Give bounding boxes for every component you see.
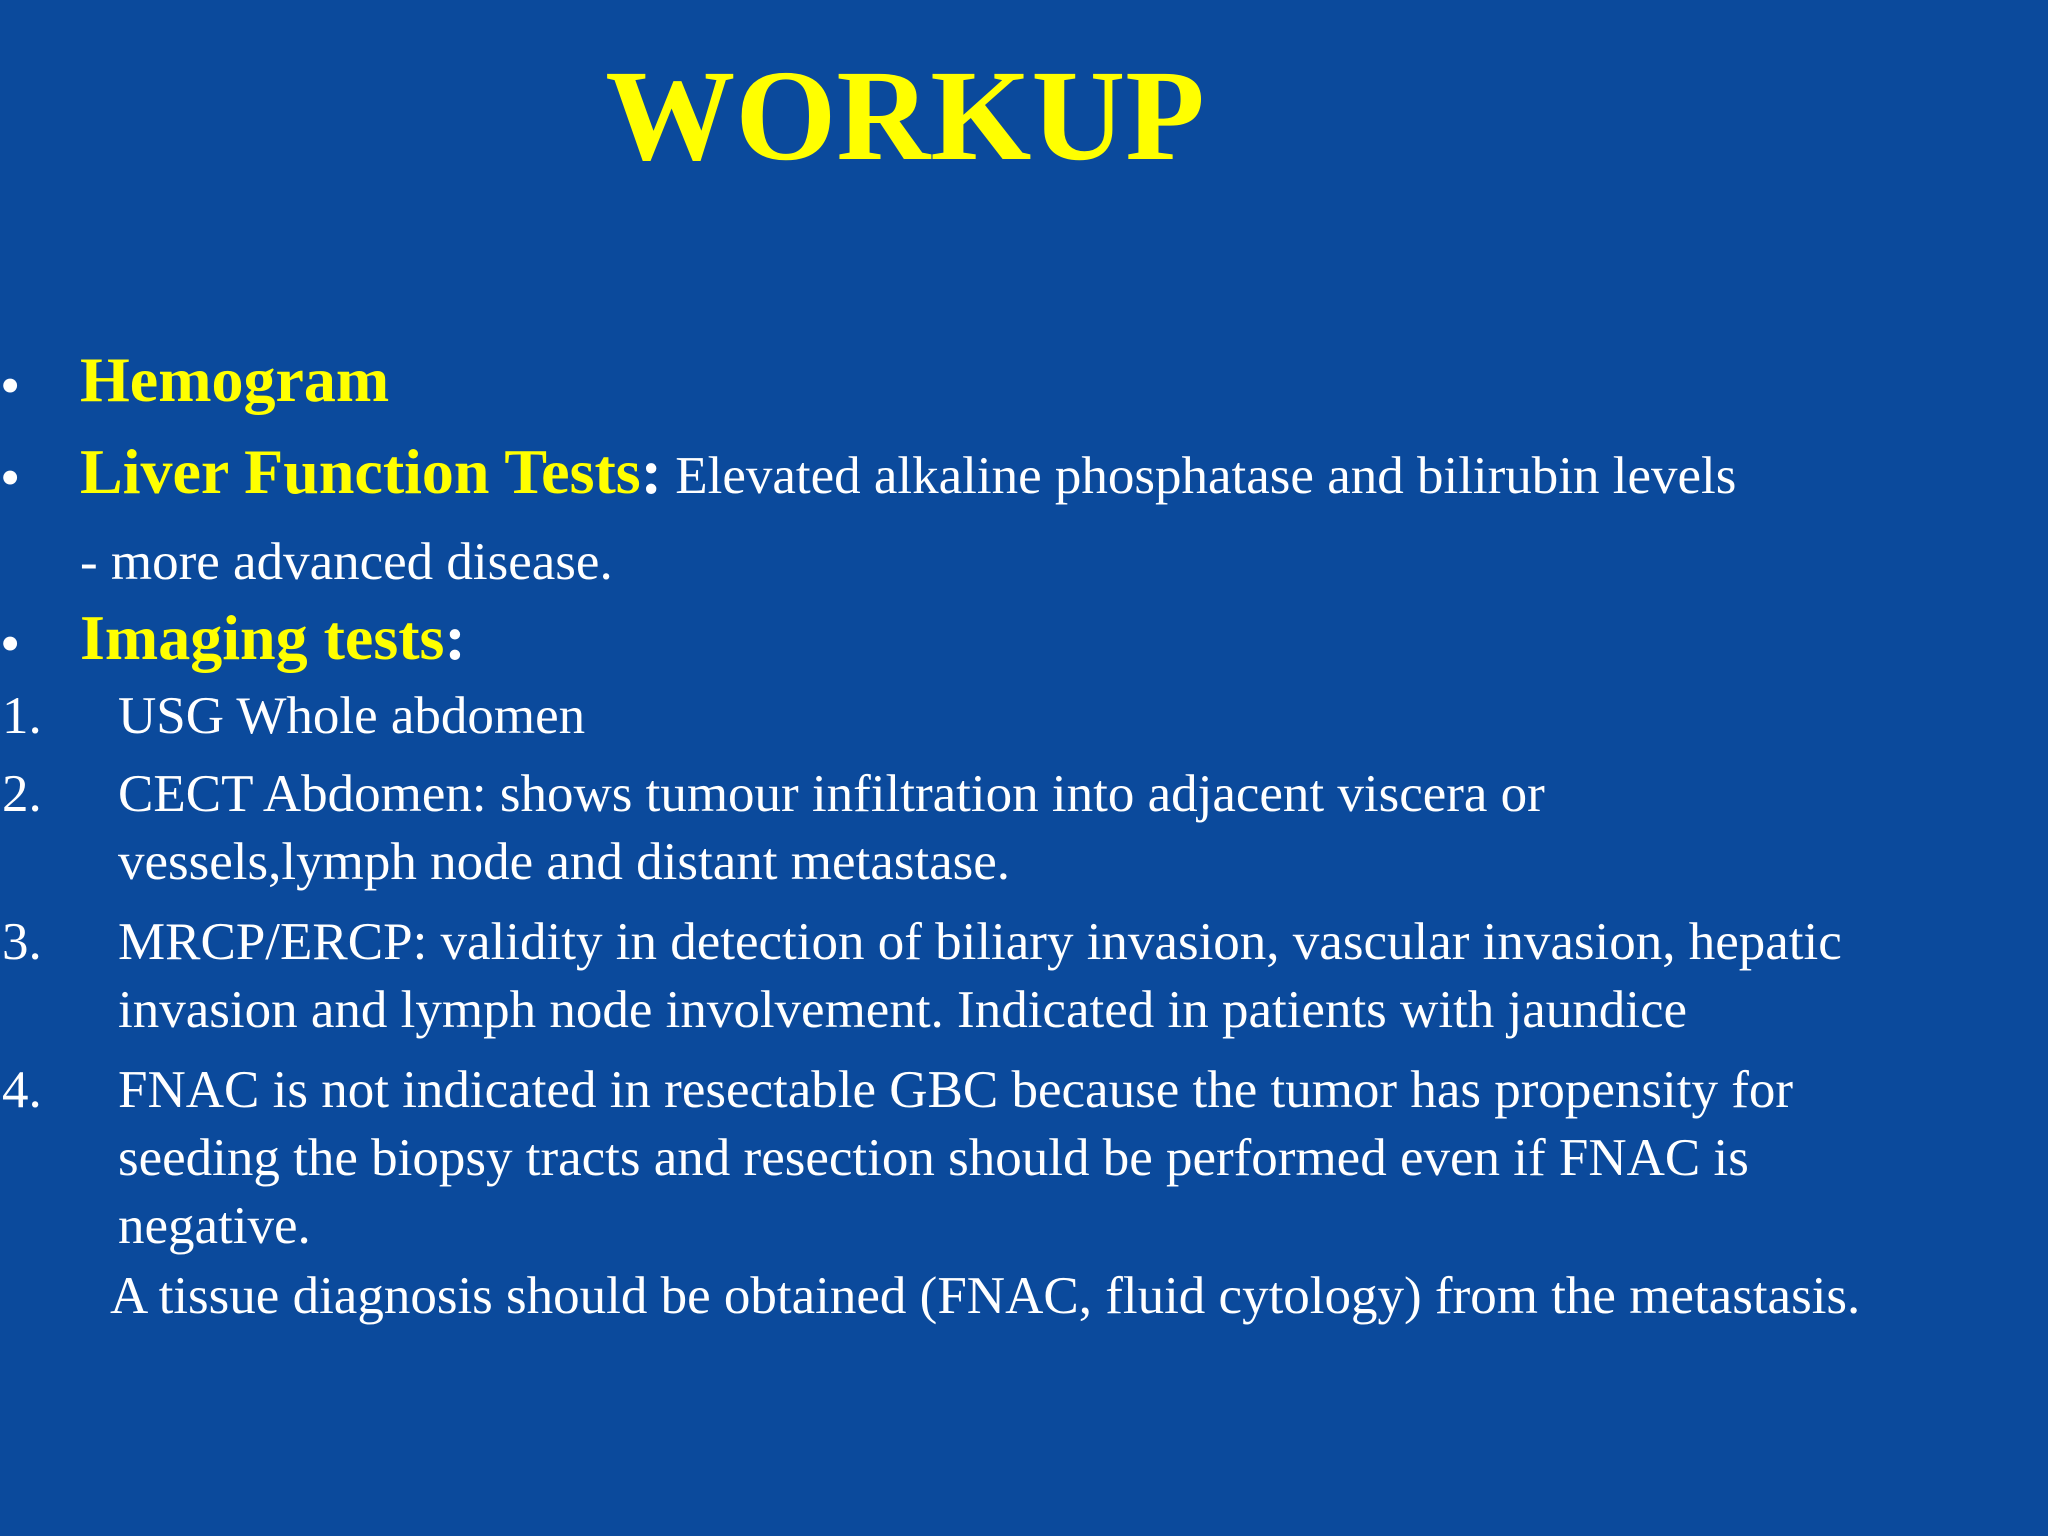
item-number: 4. xyxy=(2,1061,42,1119)
item-number: 1. xyxy=(2,687,42,745)
bullet-heading: Liver Function Tests xyxy=(80,436,641,507)
bullet-dot-icon: • xyxy=(0,611,21,676)
item-text-line: negative. xyxy=(118,1197,311,1255)
item-text-line: USG Whole abdomen xyxy=(118,687,586,745)
bullet-dot-icon: • xyxy=(0,445,21,510)
item-text-line: invasion and lymph node involvement. Indicated in patients with jaundice xyxy=(118,981,1688,1039)
bullet-text: Elevated alkaline phosphatase and bilirubin levels xyxy=(662,447,1737,505)
bullet-colon: : xyxy=(444,602,466,673)
bullet-line xyxy=(80,602,466,674)
bullet-colon: : xyxy=(640,436,662,507)
bullet-heading: Imaging tests xyxy=(80,602,445,673)
bullet-dot-icon: • xyxy=(0,353,21,418)
item-text-line: CECT Abdomen: shows tumour infiltration into adjacent viscera or xyxy=(118,765,1545,823)
item-text-line: vessels,lymph node and distant metastase. xyxy=(118,833,1010,891)
item-number: 2. xyxy=(2,765,42,823)
bullet-line xyxy=(80,436,1737,508)
footer-note: A tissue diagnosis should be obtained (FNAC, fluid cytology) from the metastasis. xyxy=(110,1267,1861,1325)
item-text-line: MRCP/ERCP: validity in detection of biliary invasion, vascular invasion, hepatic xyxy=(118,913,1842,971)
slide-title: WORKUP xyxy=(605,44,1205,188)
bullet-heading: Hemogram xyxy=(80,344,390,415)
item-text-line: seeding the biopsy tracts and resection should be performed even if FNAC is xyxy=(118,1129,1749,1187)
item-text-line: FNAC is not indicated in resectable GBC because the tumor has propensity for xyxy=(118,1061,1794,1119)
bullet-continuation: - more advanced disease. xyxy=(80,533,613,591)
item-number: 3. xyxy=(2,913,42,971)
